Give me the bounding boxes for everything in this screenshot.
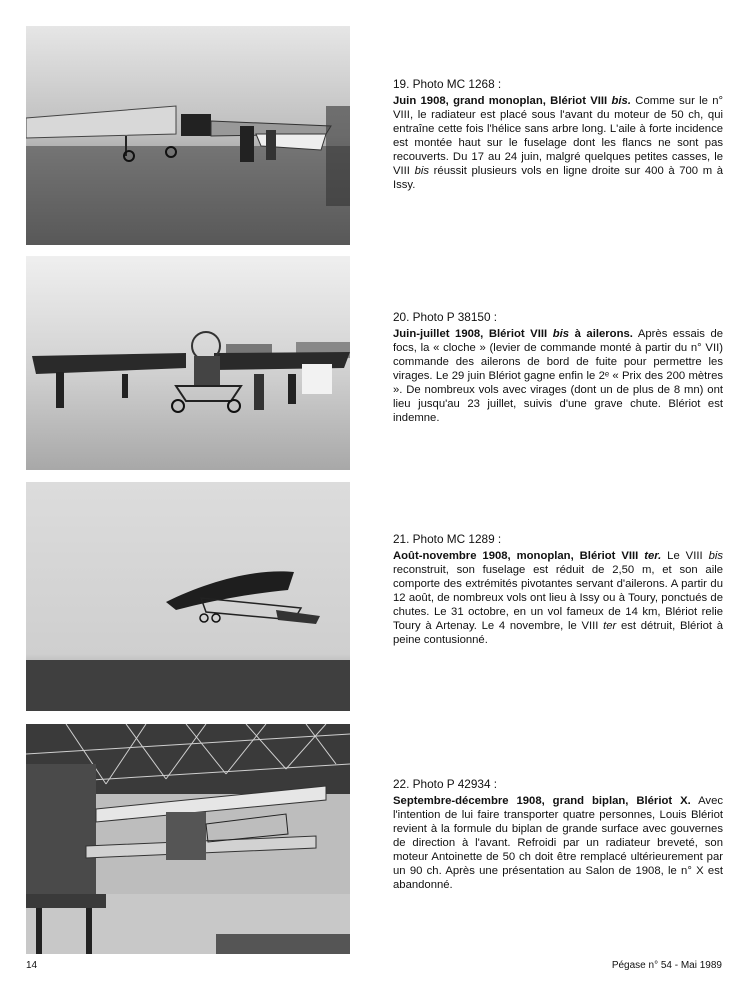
- publication-footer: Pégase n° 54 - Mai 1989: [611, 960, 722, 971]
- caption-22: [393, 777, 723, 892]
- caption-heading: Août-novembre 1908, monoplan, Blériot VIII: [393, 550, 639, 562]
- caption-body: reconstruit, son fuselage est réduit de 2,50 m, et son aile comporte des extrémités pivotantes servant d'ailerons. A partir du 12 août, de nombreux vols ont lieu à Issy ou à Toury, ponctués de chutes. Le 31 octobre, en un vol fameux de 14 km, Blériot relie Toury à Artenay. Le 4 novembre, le VIII: [393, 564, 723, 632]
- caption-body: Le VIII: [667, 550, 709, 562]
- caption-body: réussit plusieurs vols en ligne droite sur 400 à 700 m à Issy.: [393, 165, 724, 191]
- photo-19: [26, 26, 350, 245]
- caption-heading-italic: bis.: [611, 95, 631, 107]
- photo-22: [26, 724, 350, 954]
- caption-body: Comme sur le n° VIII, le radiateur est placé sous l'avant du moteur de 50 ch, qui entraîne cette fois l'hélice sans arbre long. L'aile à forte incidence est montée haut sur le fuselage dont les flancs ne sont pas recouverts. Du 17 au 24 juin, malgré quelques petites casses, le VIII: [393, 95, 724, 177]
- photo-reference: 20. Photo P 38150 :: [393, 310, 498, 324]
- caption-body-italic: bis: [708, 550, 724, 562]
- caption-body-italic: ter: [603, 620, 617, 632]
- caption-body-italic: bis: [414, 165, 430, 177]
- caption-body: Après essais de focs, la « cloche » (levier de commande monté à partir du n° VII) commande des ailerons de bord de fuite pour permettre les virages. Le 29 juin Blériot gagne enfin le 2ᵉ « Prix des 200 mètres ». De nombreux vols avec virages (dont un de plus de 8 mn) ont lieu jusqu'au 23 juillet, suivis d'une grave chute. Blériot est indemne.: [393, 328, 724, 424]
- caption-heading: Juin 1908, grand monoplan, Blériot VIII: [393, 95, 608, 107]
- caption-heading: Septembre-décembre 1908, grand biplan, Blériot X.: [393, 795, 691, 807]
- caption-20: [393, 310, 723, 425]
- caption-21: [393, 532, 723, 647]
- page-number: 14: [26, 960, 38, 971]
- caption-heading: Juin-juillet 1908, Blériot VIII: [393, 328, 548, 340]
- caption-heading-end: à ailerons.: [574, 328, 633, 340]
- caption-19: [393, 77, 723, 192]
- photo-reference: 19. Photo MC 1268 :: [393, 77, 502, 91]
- photo-20: [26, 256, 350, 470]
- caption-body: Avec l'intention de lui faire transporter quatre personnes, Louis Blériot revient à la formule du biplan de grande surface avec gouvernes de direction à l'avant. Refroidi par un radiateur breveté, son moteur Antoinette de 50 ch doit être remplacé ultérieurement par un 90 ch. Après une présentation au Salon de 1908, le n° X est abandonné.: [393, 795, 724, 891]
- photo-reference: 22. Photo P 42934 :: [393, 777, 498, 791]
- caption-heading-italic: ter.: [644, 550, 662, 562]
- caption-heading-italic: bis: [552, 328, 570, 340]
- photo-21: [26, 482, 350, 711]
- caption-body: est détruit, Blériot à peine contusionné.: [393, 620, 723, 646]
- photo-reference: 21. Photo MC 1289 :: [393, 532, 502, 546]
